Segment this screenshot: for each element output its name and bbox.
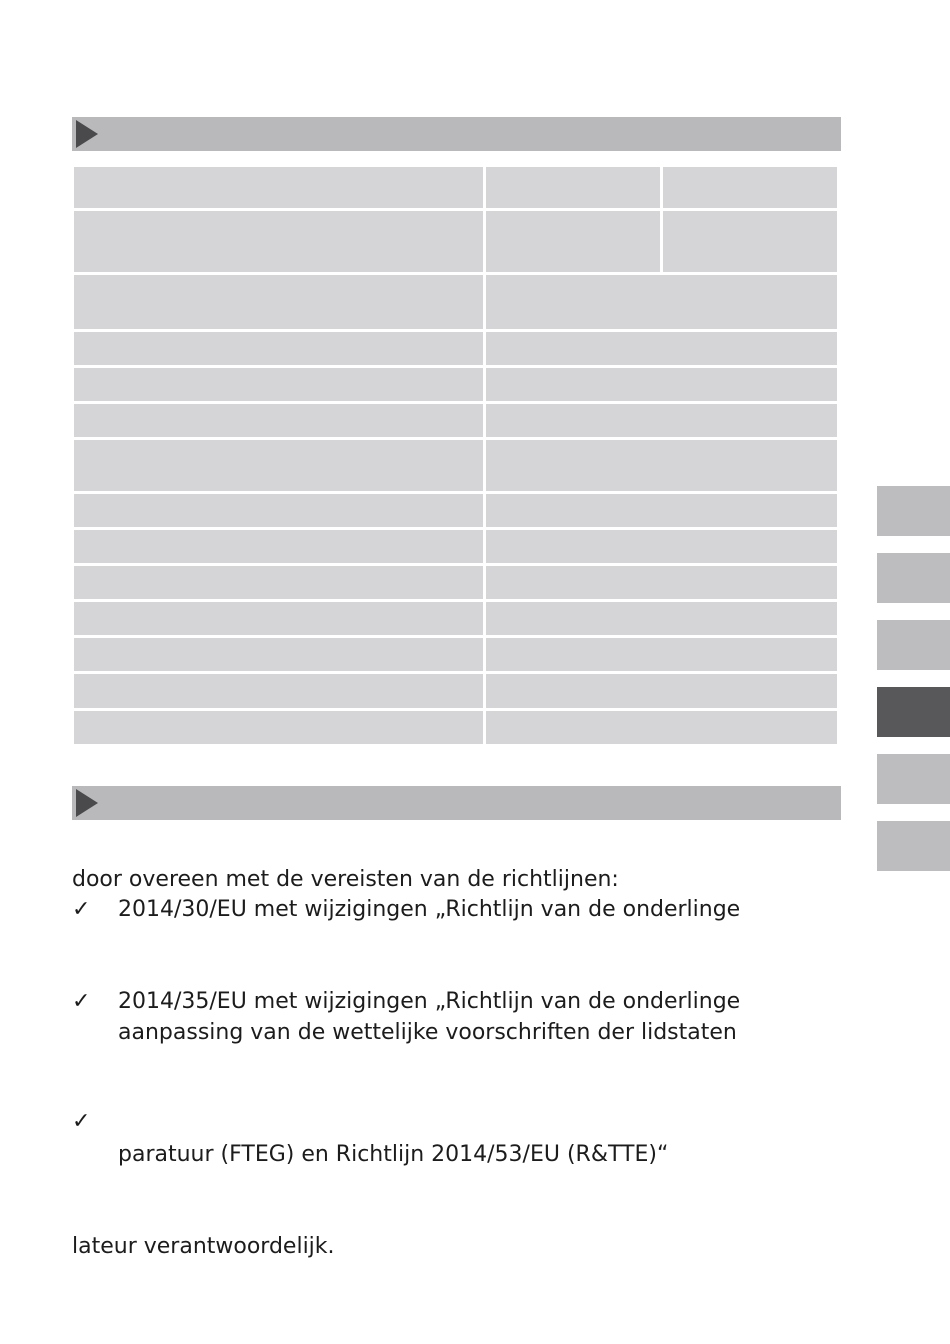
table-cell: [486, 404, 837, 437]
table-cell: [74, 494, 483, 527]
side-tab-6[interactable]: [877, 821, 950, 871]
side-tab-3[interactable]: [877, 620, 950, 670]
table-cell: [486, 368, 837, 401]
table-cell: [663, 167, 837, 208]
table-cell: [486, 638, 837, 671]
table-cell: [486, 566, 837, 599]
check-mark-icon: ✓: [72, 1109, 91, 1134]
table-cell: [486, 711, 837, 744]
table-cell: [486, 275, 837, 329]
table-cell: [486, 167, 660, 208]
table-cell: [486, 530, 837, 563]
triangle-right-icon: [76, 789, 98, 817]
check-mark-icon: ✓: [72, 989, 91, 1014]
table-cell: [74, 638, 483, 671]
table-cell: [74, 211, 483, 272]
triangle-right-icon: [76, 120, 98, 148]
table-cell: [74, 674, 483, 708]
table-cell: [663, 211, 837, 272]
closing-text: lateur verantwoordelijk.: [72, 1234, 335, 1259]
side-tab-2[interactable]: [877, 553, 950, 603]
table-cell: [74, 332, 483, 365]
table-cell: [486, 332, 837, 365]
side-tab-1[interactable]: [877, 486, 950, 536]
table-cell: [486, 211, 660, 272]
table-cell: [74, 711, 483, 744]
directive-item-2-line-2: aanpassing van de wettelijke voorschriften der lidstaten: [118, 1020, 737, 1045]
directive-item-1-line-1: 2014/30/EU met wijzigingen „Richtlijn van de onderlinge: [118, 897, 741, 922]
table-cell: [74, 167, 483, 208]
table-cell: [74, 566, 483, 599]
section-header-bar-1: [72, 117, 841, 151]
side-tab-4-active[interactable]: [877, 687, 950, 737]
table-cell: [486, 602, 837, 635]
table-cell: [74, 602, 483, 635]
directive-item-3-line-1: paratuur (FTEG) en Richtlijn 2014/53/EU (R&TTE)“: [118, 1142, 669, 1167]
table-cell: [74, 530, 483, 563]
table-cell: [74, 275, 483, 329]
side-tab-5[interactable]: [877, 754, 950, 804]
table-cell: [74, 404, 483, 437]
table-cell: [74, 368, 483, 401]
check-mark-icon: ✓: [72, 897, 91, 922]
table-cell: [486, 494, 837, 527]
table-cell: [486, 440, 837, 491]
intro-text: door overeen met de vereisten van de richtlijnen:: [72, 867, 619, 892]
table-cell: [74, 440, 483, 491]
directive-item-2-line-1: 2014/35/EU met wijzigingen „Richtlijn van de onderlinge: [118, 989, 741, 1014]
section-header-bar-2: [72, 786, 841, 820]
table-cell: [486, 674, 837, 708]
